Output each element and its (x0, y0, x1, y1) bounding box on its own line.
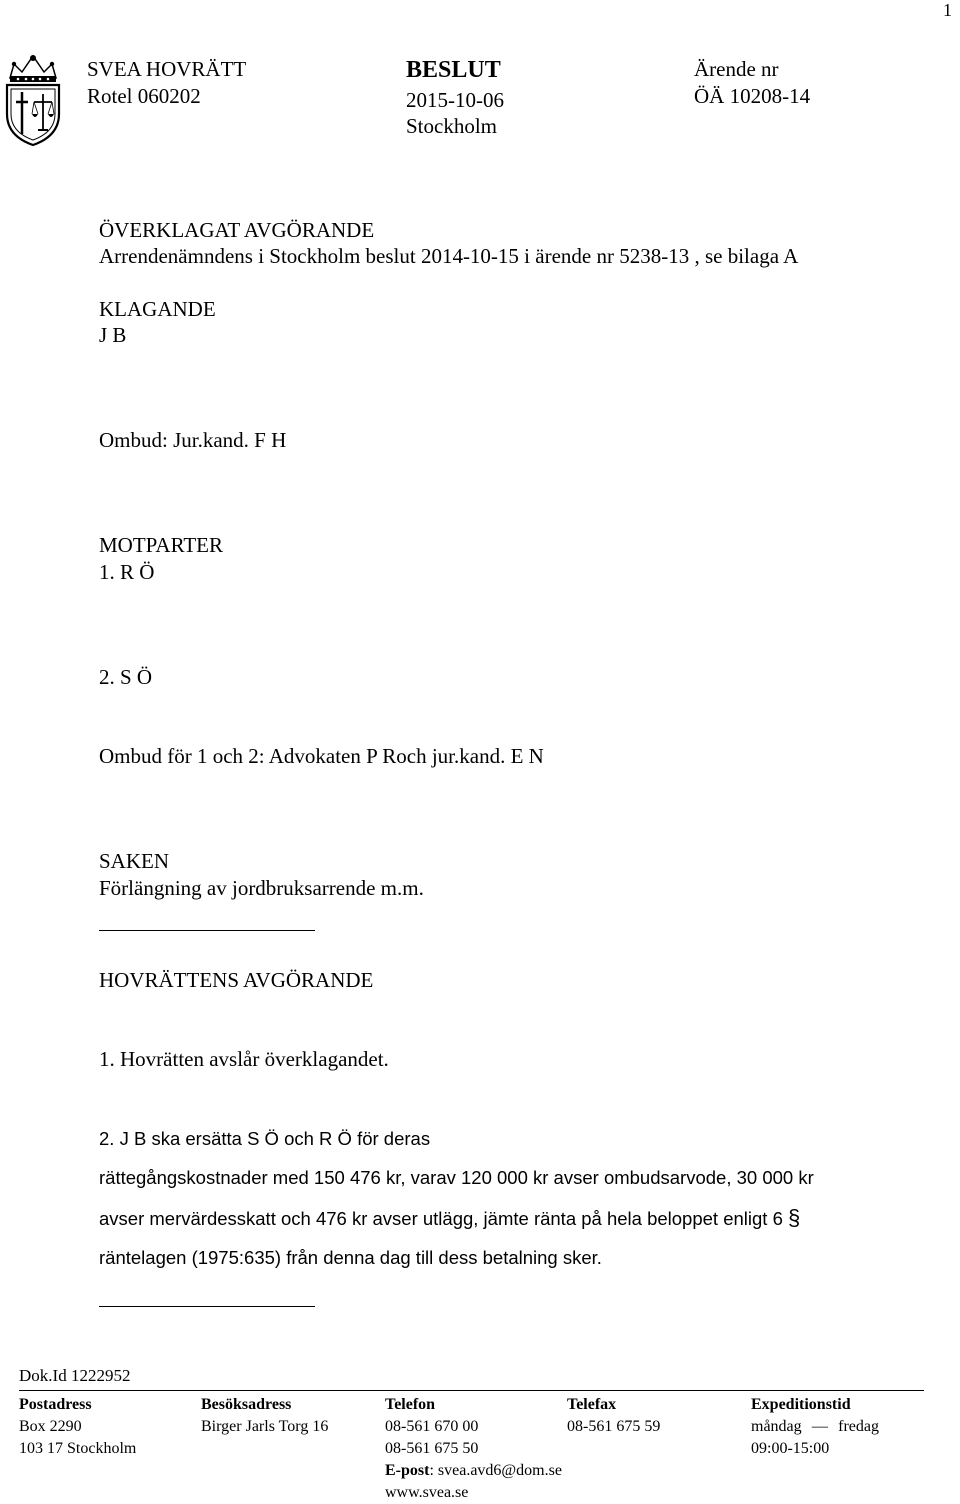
ruling-heading: HOVRÄTTENS AVGÖRANDE (99, 968, 374, 992)
phone-line-1: 08-561 670 00 (385, 1418, 479, 1435)
document-id: Dok.Id 1222952 (19, 1366, 131, 1385)
counterparties-heading: MOTPARTER (99, 533, 223, 557)
footer-hours (751, 1394, 879, 1460)
visit-heading: Besöksadress (201, 1396, 292, 1413)
ruling-item-1: 1. Hovrätten avslår överklagandet. (99, 1047, 389, 1071)
hours-to: fredag (838, 1418, 879, 1435)
appealed-decision-heading: ÖVERKLAGAT AVGÖRANDE (99, 218, 375, 242)
page-number: 1 (943, 0, 952, 20)
website-link[interactable]: www.svea.se (385, 1484, 469, 1501)
matter-heading: SAKEN (99, 849, 170, 873)
email-label: E-post (385, 1462, 430, 1479)
ruling-item-2-line-3 (99, 1205, 800, 1232)
phone-heading: Telefon (385, 1396, 436, 1413)
postal-line-1: Box 2290 (19, 1418, 82, 1435)
footer-visit-address (201, 1394, 328, 1438)
counterparties-counsel: Ombud för 1 och 2: Advokaten P Roch jur.kand. E N (99, 744, 544, 768)
document-date: 2015-10-06 (406, 88, 504, 112)
appellant-counsel: Ombud: Jur.kand. F H (99, 428, 287, 452)
case-number: ÖÄ 10208-14 (694, 84, 811, 108)
court-name: SVEA HOVRÄTT (87, 57, 247, 81)
hours-from: måndag (751, 1418, 802, 1435)
postal-heading: Postadress (19, 1396, 92, 1413)
postal-line-2: 103 17 Stockholm (19, 1440, 137, 1457)
email-value: : svea.avd6@dom.se (429, 1462, 562, 1479)
hours-dash: — (811, 1418, 828, 1435)
court-crest-icon (2, 52, 64, 148)
appellant-name: J B (99, 323, 127, 347)
appellant-heading: KLAGANDE (99, 297, 216, 321)
ruling-item-2-line-2: rättegångskostnader med 150 476 kr, varav 120 000 kr avser ombudsarvode, 30 000 kr (99, 1167, 814, 1188)
footer-phone (385, 1394, 562, 1504)
court-department: Rotel 060202 (87, 84, 201, 108)
ruling-item-2-line-4: räntelagen (1975:635) från denna dag till dess betalning sker. (99, 1247, 602, 1268)
matter-text: Förlängning av jordbruksarrende m.m. (99, 876, 424, 900)
appealed-decision-text: Arrendenämndens i Stockholm beslut 2014-10-15 i ärende nr 5238-13 , se bilaga A (99, 244, 799, 268)
section-sign-icon: § (788, 1205, 801, 1230)
document-type: BESLUT (406, 57, 501, 83)
ruling-item-2-line-3-text: avser mervärdesskatt och 476 kr avser utlägg, jämte ränta på hela beloppet enligt 6 (99, 1208, 783, 1229)
counterparty-2: 2. S Ö (99, 665, 153, 689)
footer-divider (19, 1390, 924, 1391)
visit-line-1: Birger Jarls Torg 16 (201, 1418, 329, 1435)
footer-postal-address (19, 1394, 136, 1460)
hours-heading: Expeditionstid (751, 1396, 851, 1413)
phone-line-2: 08-561 675 50 (385, 1440, 479, 1457)
fax-heading: Telefax (567, 1396, 617, 1413)
section-divider (99, 930, 315, 931)
footer-fax (567, 1394, 660, 1438)
hours-time: 09:00-15:00 (751, 1440, 830, 1457)
email[interactable] (385, 1460, 562, 1482)
end-divider (99, 1306, 315, 1307)
case-number-label: Ärende nr (694, 57, 779, 81)
ruling-item-2-line-1: 2. J B ska ersätta S Ö och R Ö för deras (99, 1128, 431, 1149)
counterparty-1: 1. R Ö (99, 560, 155, 584)
fax-line-1: 08-561 675 59 (567, 1418, 661, 1435)
document-place: Stockholm (406, 114, 498, 138)
hours-days (751, 1416, 879, 1438)
